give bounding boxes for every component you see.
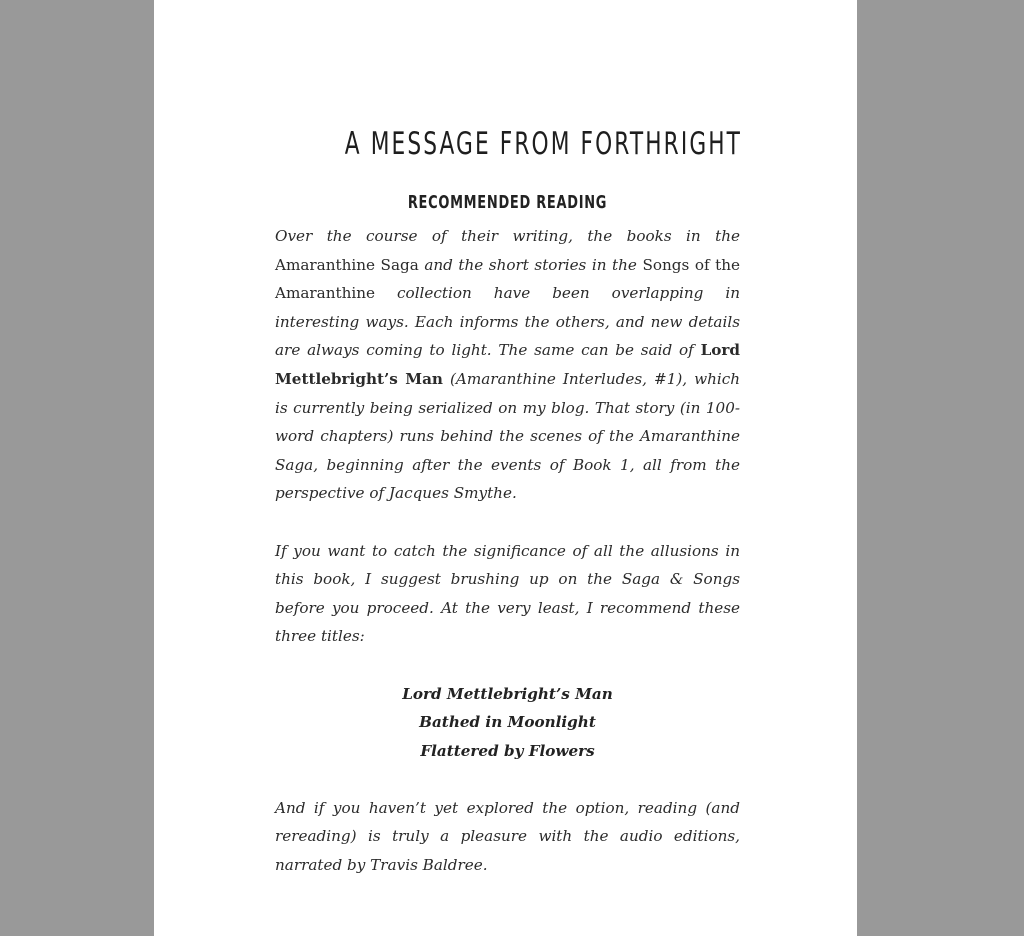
audio-text: And if you haven’t yet explored the option, reading (and rereading) is truly a pleasure with the audio editions, narrated by Travis Baldree. (275, 798, 740, 875)
series-name-saga: Amaranthine Saga (275, 255, 419, 274)
recommendation-paragraph (275, 537, 740, 651)
paragraph-gap (275, 765, 740, 794)
intro-text-3: collection have been overlapping in interesting ways. Each informs the others, and new details are always coming to light. The same can be said of (275, 284, 740, 360)
intro-text-4: (Amaranthine Interludes, #1), which is currently being serialized on my blog. That story (in 100-word chapters) runs behind the scenes of the Amaranthine Saga, beginning after the events of Book 1, all from the perspective of Jacques Smythe. (275, 369, 741, 503)
paragraph-gap (275, 651, 740, 680)
section-subtitle: RECOMMENDED READING (407, 192, 608, 213)
series-name-songs: Songs of the Amaranthine (275, 255, 740, 303)
audio-paragraph (275, 794, 740, 880)
book-page (154, 0, 857, 936)
recommended-titles-list (275, 680, 740, 766)
paragraph-gap (275, 508, 740, 537)
recommended-title: Bathed in Moonlight (419, 713, 596, 732)
recommendation-text: If you want to catch the significance of all the allusions in this book, I suggest brushing up on the Saga & Songs before you proceed. At the very least, I recommend these three titles: (275, 541, 740, 646)
intro-text-2: and the short stories in the (418, 255, 643, 274)
intro-text-1: Over the course of their writing, the books in the (275, 227, 740, 245)
intro-paragraph (275, 222, 740, 508)
page-title: A MESSAGE FROM FORTHRIGHT (344, 126, 743, 162)
page-content (275, 120, 743, 880)
recommended-title: Flattered by Flowers (420, 741, 595, 760)
featured-book-title: Lord Mettlebright’s Man (275, 341, 740, 388)
recommended-title: Lord Mettlebright’s Man (402, 684, 613, 703)
